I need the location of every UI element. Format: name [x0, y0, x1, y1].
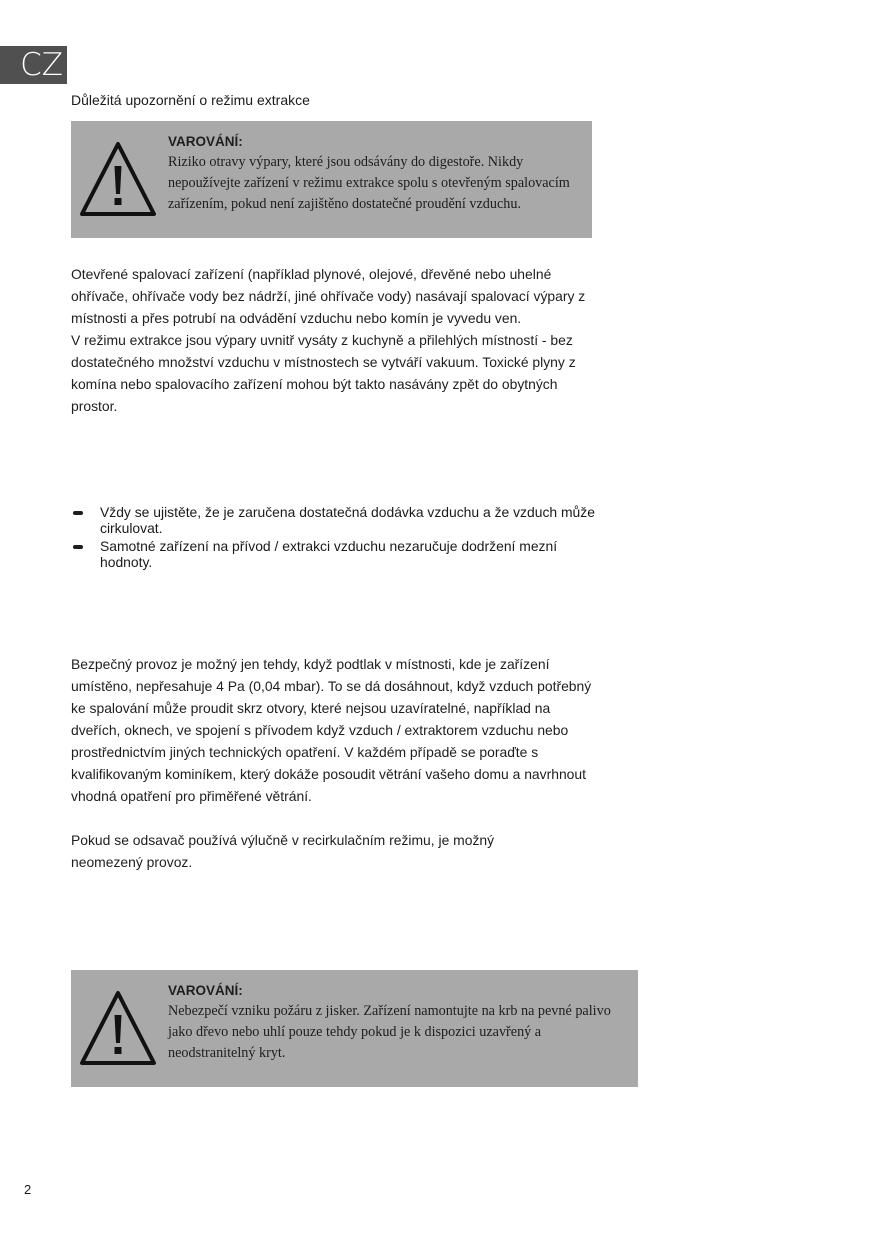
page-number: 2 [24, 1182, 32, 1197]
list-item-text: Samotné zařízení na přívod / extrakci vzduchu nezaručuje dodržení mezní hodnoty. [100, 538, 558, 570]
bullet-icon [73, 511, 83, 515]
paragraph-safe-operation: Bezpečný provoz je možný jen tehdy, když podtlak v místnosti, kde je zařízení umístěno, nepřesahuje 4 Pa (0,04 mbar). To se dá dosáhnout, když vzduch potřebný ke spalování může proudit skrz otvory, které nejsou uzavíratelné, například na dveřích, oknech, ve spojení s přívodem když vzduch / extraktorem vzduchu nebo prostřednictvím jiných technických opatření. V každém případě se poraďte s kvalifikovaným kominíkem, který dokáže posoudit větrání vašeho domu a navrhnout vhodná opatření pro přiměřené větrání. [71, 656, 592, 804]
paragraph-combustion: Otevřené spalovací zařízení (například plynové, olejové, dřevěné nebo uhelné ohřívače, ohřívače vody bez nádrží, jiné ohřívače vody) nasávají spalovací výpary z místnosti a přes potrubí na odvádění vzduchu nebo komín je vyvedu ven. [71, 266, 586, 326]
list-item-text: Vždy se ujistěte, že je zaručena dostatečná dodávka vzduchu a že vzduch může cirkulovat. [100, 504, 595, 536]
warning-box [71, 970, 638, 1087]
bullet-list [71, 504, 601, 572]
warning-triangle-icon [79, 989, 157, 1067]
warning-title: VAROVÁNÍ: [168, 134, 243, 149]
list-item [71, 538, 601, 570]
warning-title: VAROVÁNÍ: [168, 983, 243, 998]
warning-content [168, 980, 613, 1064]
bullet-icon [73, 545, 83, 549]
warning-text: Riziko otravy výpary, které jsou odsávány do digestoře. Nikdy nepoužívejte zařízení v režimu extrakce spolu s otevřeným spalovacím zařízením, pokud není zajištěno dostatečné proudění vzduchu. [168, 154, 570, 212]
paragraph-recirculation: Pokud se odsavač používá výlučně v recirkulačním režimu, je možný neomezený provoz. [71, 832, 495, 870]
section-heading: Důležitá upozornění o režimu extrakce [71, 92, 310, 108]
warning-box [71, 121, 592, 238]
warning-triangle-icon [79, 140, 157, 218]
list-item [71, 504, 601, 536]
paragraph-extraction: V režimu extrakce jsou výpary uvnitř vysáty z kuchyně a přilehlých místností - bez dostatečného množství vzduchu v místnostech se vytváří vakuum. Toxické plyny z komína nebo spalovacího zařízení mohou být takto nasávány zpět do obytných prostor. [71, 332, 576, 414]
body-text [71, 263, 596, 417]
warning-text: Nebezpečí vzniku požáru z jisker. Zařízení namontujte na krb na pevné palivo jako dřevo nebo uhlí pouze tehdy pokud je k dispozici uzavřený a neodstranitelný kryt. [168, 1003, 611, 1061]
language-tab: CZ [0, 46, 67, 84]
warning-content [168, 131, 588, 215]
